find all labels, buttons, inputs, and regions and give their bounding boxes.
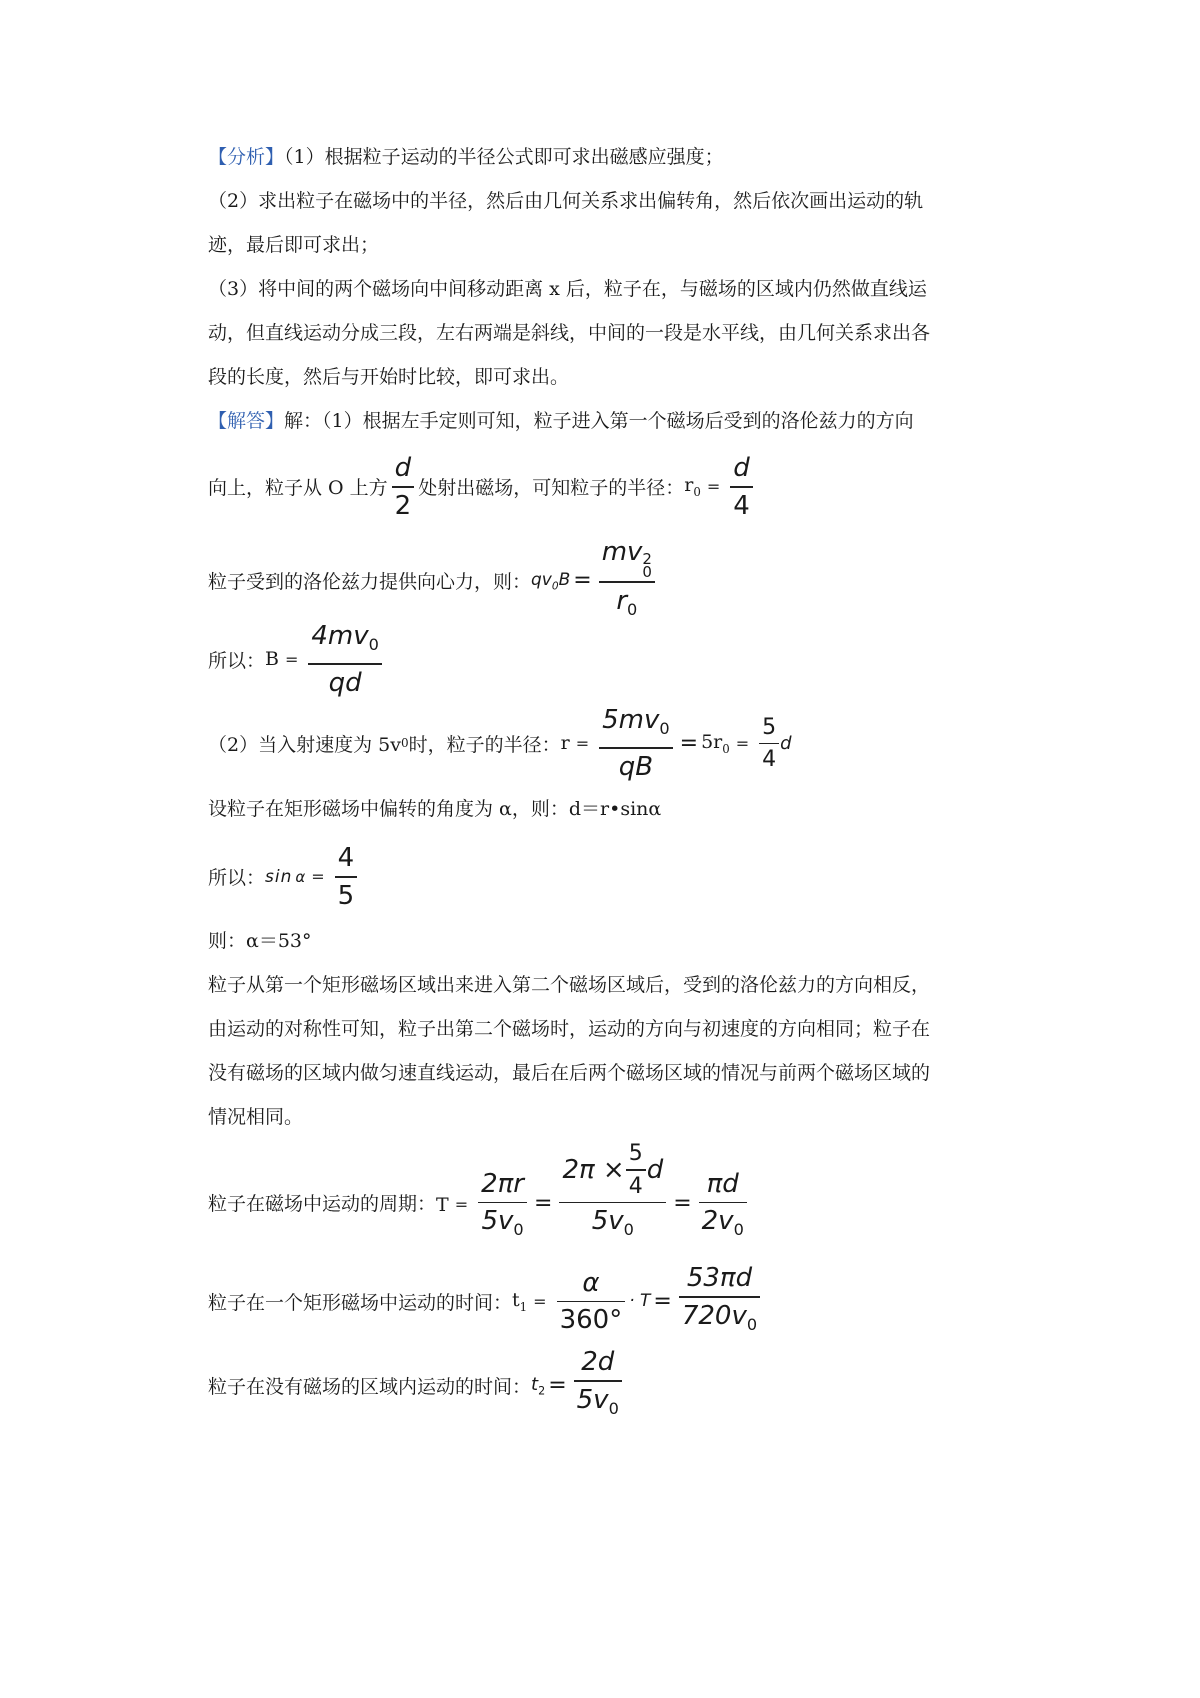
r-symbol: r	[560, 732, 570, 755]
equals-sign: =	[735, 733, 750, 753]
frac-den	[679, 1298, 760, 1341]
symmetry-line-1: 粒子从第一个矩形磁场区域出来进入第二个磁场区域后，受到的洛伦兹力的方向相反，	[208, 974, 931, 996]
frac-den: 4	[762, 747, 777, 773]
fraction-53pid-over-720v0	[679, 1262, 760, 1341]
symmetry-line-3: 没有磁场的区域内做匀速直线运动，最后在后两个磁场区域的情况与前两个磁场区域的	[208, 1062, 931, 1084]
lorentz-text: 粒子受到的洛伦兹力提供向心力，则：	[208, 571, 532, 594]
frac-den: qd	[328, 667, 362, 698]
v-sub: 0	[513, 1220, 524, 1240]
fraction-2d-over-5v0	[574, 1346, 622, 1425]
period-text: 粒子在磁场中运动的周期：	[208, 1193, 437, 1216]
radius-5v0-line	[208, 704, 792, 783]
frac-den	[478, 1203, 526, 1246]
B-text: B	[558, 569, 571, 590]
v-sub: 0	[642, 563, 652, 581]
frac-den: 5	[337, 880, 355, 911]
fivev-text: 5v	[481, 1206, 514, 1236]
equals-sign: =	[284, 649, 299, 669]
fivev-text: 5v	[591, 1206, 624, 1236]
equals-sign: =	[533, 1291, 547, 1311]
time-t1-line	[208, 1262, 764, 1341]
speed-text-a: （2）当入射速度为 5v	[208, 733, 401, 756]
equals-sign: =	[653, 1288, 672, 1314]
solution-tag: 【解答】	[208, 410, 285, 432]
t-letter: t	[512, 1288, 520, 1311]
r0-symbol	[684, 474, 701, 499]
fourmv-text: 4mv	[311, 621, 369, 651]
speed-text-b: 时，粒子的半径：	[408, 733, 561, 756]
equals-sign: =	[573, 568, 592, 594]
frac-num: α	[582, 1267, 600, 1298]
solution-text-1: 解：（1）根据左手定则可知，粒子进入第一个磁场后受到的洛伦兹力的方向	[284, 410, 914, 432]
frac-num	[599, 536, 655, 581]
twopi-text: 2π ×	[562, 1154, 625, 1185]
frac-den	[574, 1382, 622, 1425]
v-sub: 0	[733, 1220, 744, 1240]
fraction-4-over-5	[335, 842, 358, 912]
v-indices	[642, 550, 652, 581]
analysis-line-4: （3）将中间的两个磁场向中间移动距离 x 后，粒子在，与磁场的区域内仍然做直线运	[208, 278, 927, 300]
analysis-line-5: 动，但直线运动分成三段，左右两端是斜线，中间的一段是水平线，由几何关系求出各	[208, 322, 931, 344]
t1-text: 粒子在一个矩形磁场中运动的时间：	[208, 1291, 513, 1314]
frac-den: 360°	[559, 1305, 623, 1336]
frac-den	[589, 1203, 637, 1246]
frac-num	[599, 704, 673, 747]
equals-sign: =	[673, 1191, 692, 1217]
analysis-tag: 【分析】	[208, 146, 285, 168]
frac-den	[613, 583, 640, 626]
fraction-5-over-4	[626, 1140, 646, 1200]
v-sub: 0	[551, 580, 559, 593]
t1-symbol	[512, 1289, 527, 1314]
frac-num: 2d	[581, 1347, 615, 1377]
fraction-5mv0-over-qB	[599, 704, 673, 783]
fraction-4mv0-over-qd	[308, 620, 382, 699]
analysis-text-1: （1）根据粒子运动的半径公式即可求出磁感应强度；	[284, 146, 724, 168]
alpha-symbol: α	[295, 867, 306, 886]
fraction-5-over-4	[759, 714, 779, 774]
symmetry-line-4: 情况相同。	[208, 1106, 304, 1128]
fraction-mv2-over-r0	[599, 536, 655, 626]
seven20-text: 720v	[681, 1300, 747, 1331]
fraction-d-over-4	[730, 452, 753, 522]
r-letter: r	[616, 585, 628, 616]
frac-den: 4	[628, 1173, 643, 1199]
r-letter: r	[684, 474, 694, 497]
time-t2-line	[208, 1346, 626, 1425]
d-symbol: d	[780, 732, 792, 754]
equals-sign: =	[706, 477, 721, 497]
frac-num: πd	[706, 1168, 739, 1199]
qv-text: qv	[531, 569, 552, 590]
fiver-text: 5r	[701, 730, 723, 753]
dot-T-text: · T	[629, 1291, 651, 1312]
angle-definition-line: 设粒子在矩形磁场中偏转的角度为 α，则：d＝r•sinα	[208, 798, 662, 820]
therefore-text: 所以：	[208, 867, 266, 890]
twov-text: 2v	[701, 1206, 734, 1236]
symmetry-line-2: 由运动的对称性可知，粒子出第二个磁场时，运动的方向与初速度的方向相同；粒子在	[208, 1018, 931, 1040]
qv0B-expression	[531, 570, 570, 592]
v-sub: 0	[368, 635, 379, 655]
equals-sign: =	[311, 867, 325, 887]
equals-sign: =	[548, 1372, 567, 1398]
sin-alpha-line	[208, 842, 361, 912]
v-sub: 0	[623, 1220, 634, 1240]
v-sup: 2	[642, 550, 652, 568]
fivev-text: 5v	[576, 1384, 609, 1415]
frac-num: 5	[628, 1141, 643, 1166]
frac-num: d	[733, 453, 750, 483]
equals-sign: =	[534, 1191, 553, 1217]
d-symbol: d	[646, 1154, 664, 1185]
v-sub: 0	[746, 1314, 758, 1334]
analysis-line-3: 迹，最后即可求出；	[208, 234, 380, 256]
frac-num: d	[394, 453, 412, 483]
5r0-expression	[701, 731, 730, 756]
frac-den: 2	[394, 490, 412, 521]
analysis-line-2: （2）求出粒子在磁场中的半径，然后由几何关系求出偏转角，然后依次画出运动的轨	[208, 190, 924, 212]
frac-num: 5	[762, 714, 777, 740]
frac-num	[559, 1140, 666, 1202]
radius-text-b: 处射出磁场，可知粒子的半径：	[418, 477, 685, 500]
fivemv-text: 5mv	[602, 705, 660, 735]
therefore-text: 所以：	[208, 649, 266, 672]
r-sub: 0	[627, 599, 638, 619]
fraction-compound	[559, 1140, 666, 1246]
B-result-line	[208, 620, 386, 699]
solution-line-1	[208, 406, 1020, 436]
frac-num	[308, 620, 382, 663]
lorentz-force-line	[208, 536, 659, 626]
period-line	[208, 1140, 751, 1250]
analysis-line-6: 段的长度，然后与开始时比较，即可求出。	[208, 366, 570, 388]
t2-text: 粒子在没有磁场的区域内运动的时间：	[208, 1375, 532, 1398]
frac-num: 53πd	[686, 1263, 753, 1293]
B-symbol: B	[265, 648, 279, 671]
m-letter: m	[601, 537, 628, 567]
v-sub: 0	[659, 719, 670, 739]
sin-text: sin	[265, 866, 293, 887]
frac-den: qB	[618, 751, 654, 782]
fraction-pid-over-2v0	[699, 1168, 747, 1247]
fraction-alpha-over-360	[557, 1267, 626, 1337]
r-sub: 0	[693, 485, 701, 500]
t-sub: 1	[519, 1299, 528, 1314]
t-letter: t	[531, 1373, 539, 1395]
frac-den	[699, 1203, 747, 1246]
alpha-result-line: 则：α＝53°	[208, 930, 312, 952]
frac-num: 2πr	[481, 1168, 524, 1199]
analysis-line-1	[208, 142, 1020, 172]
fraction-d-over-2	[392, 452, 415, 522]
radius-text-a: 向上，粒子从 O 上方	[208, 477, 388, 500]
v-sub: 0	[400, 736, 409, 751]
equals-sign: =	[454, 1195, 469, 1215]
frac-den: 4	[733, 490, 750, 521]
frac-num: 4	[337, 843, 355, 873]
v-letter: v	[627, 537, 643, 567]
equals-sign: =	[679, 730, 699, 756]
fraction-2pir-over-5v0	[478, 1168, 527, 1247]
t-sub: 2	[538, 1384, 546, 1398]
equals-sign: =	[575, 733, 590, 753]
T-symbol: T	[436, 1194, 449, 1217]
r-sub: 0	[722, 741, 730, 756]
t2-symbol	[531, 1374, 545, 1398]
v-sub: 0	[608, 1398, 619, 1418]
solution-radius-line	[208, 452, 757, 522]
